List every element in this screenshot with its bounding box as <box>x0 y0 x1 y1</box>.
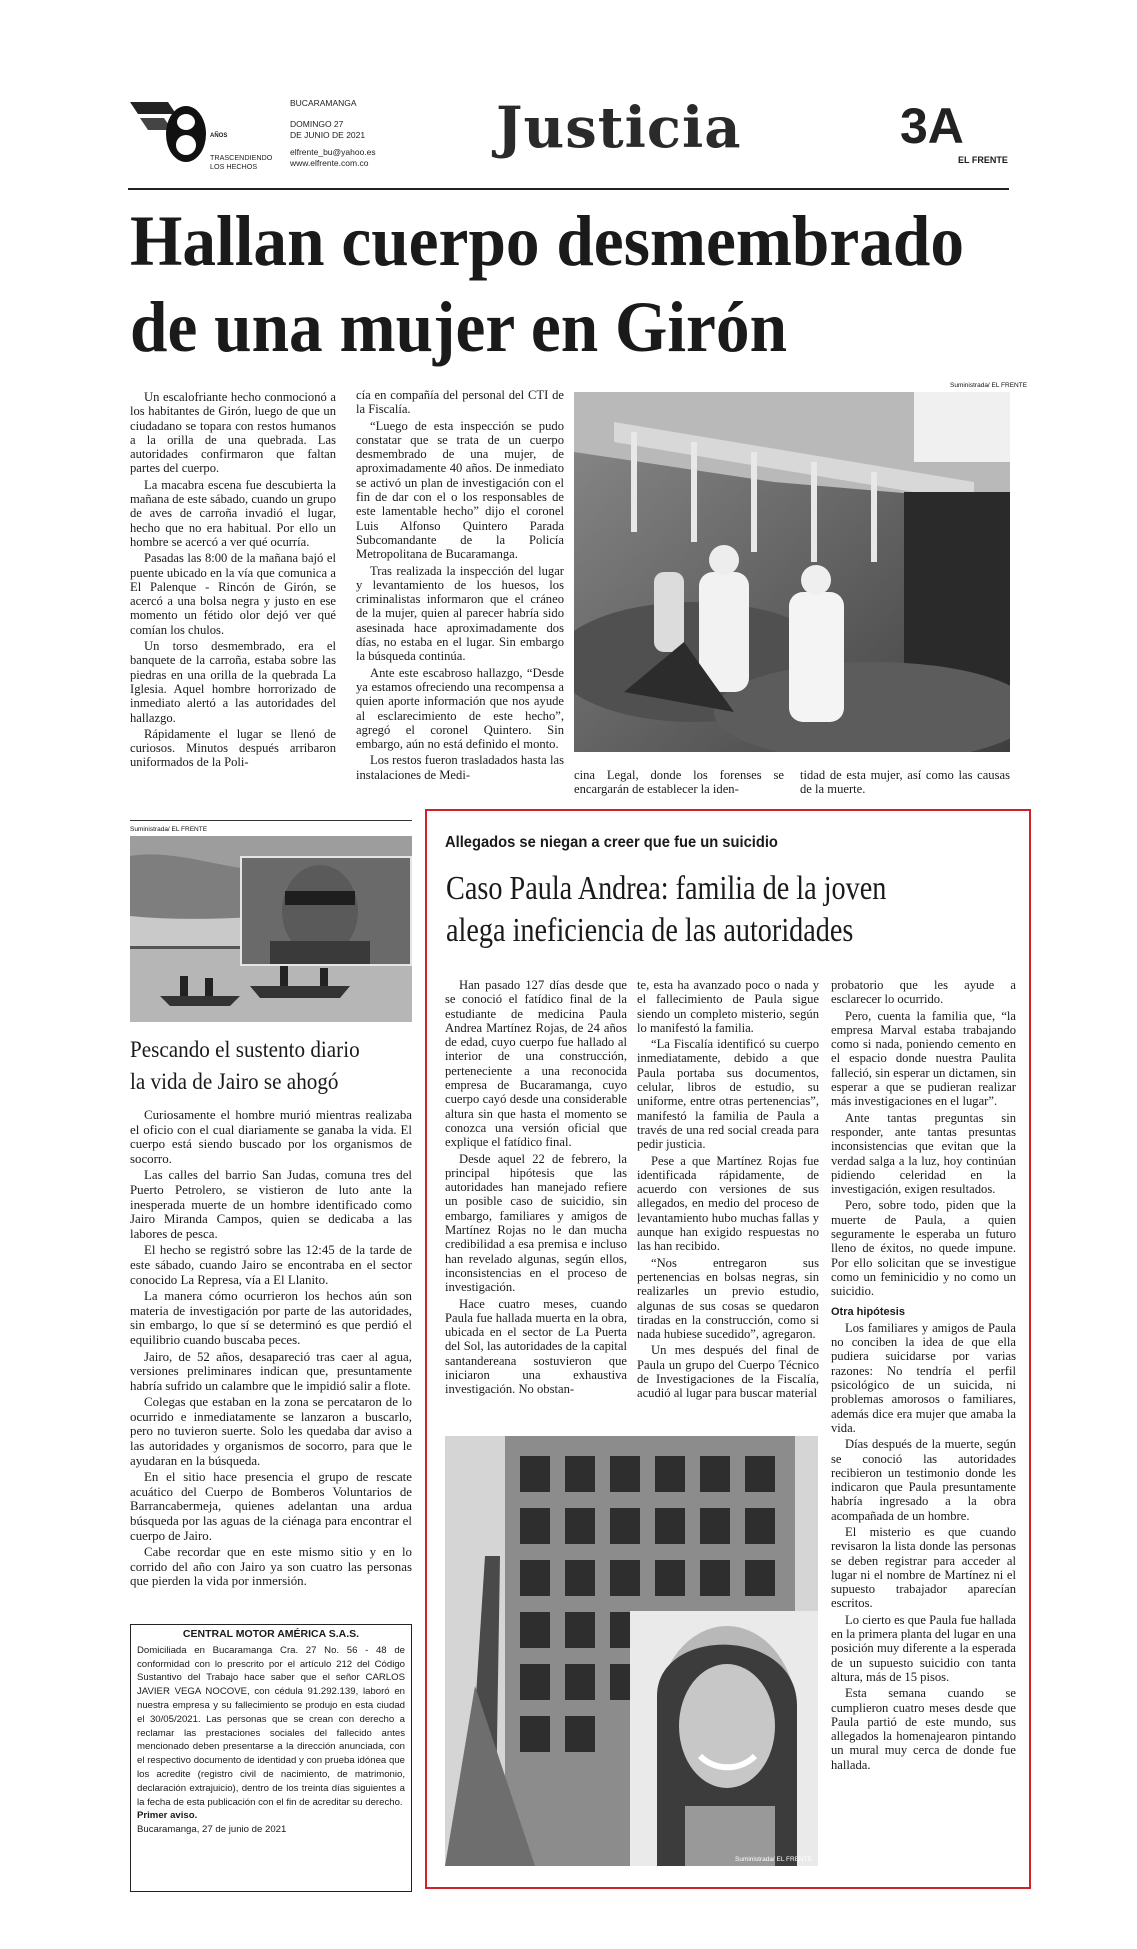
paula-headline: Caso Paula Andrea: familia de la joven alega ineficiencia de las autoridades <box>446 870 887 949</box>
story-kicker: Allegados se niegan a creer que fue un suicidio <box>445 834 778 851</box>
photo-credit: Suministrada/ EL FRENTE <box>950 382 1028 389</box>
photo-credit: Suministrada/ EL FRENTE <box>130 826 208 833</box>
main-story-col-3: cina Legal, donde los forenses se encargarán de establecer la iden- <box>574 768 784 797</box>
notice-body: Domiciliada en Bucaramanga Cra. 27 No. 56 - 48 de conformidad con lo prescrito por el artículo 212 del Código Sustantivo del Trabajo hace saber que el señor CARLOS JAVIER VEGA NOCOVE, con cédula 91.292.139, laboró en nuestra empresa y su fallecimiento se produjo en esta ciudad el 30/05/2021. Las personas que se crean con derecho a reclamar las prestaciones sociales del fallecido antes mencionado deben presentarse a la dirección anunciada, con el respectivo documento de identidad y con prueba idónea que los acredite (registro civil de nacimiento, de matrimonio, declaración extrajuicio), dentro de los treinta días siguientes a la fecha de esta publicación con el fin de acreditar su derecho. <box>137 1644 405 1808</box>
paula-col-2: te, esta ha avanzado poco o nada y el fallecimiento de Paula sigue siendo un completo misterio, según lo manifestó la familia. “La Fiscalía identificó su cuerpo inmediatamente, debido a que Paula portaba sus documentos, celular, libros de estudio, su uniforme, entre otras pertenencias”, manifestó la familia de Paula a través de una red social creada para pedir justicia. Pese a que Martínez Rojas fue identificada rápidamente, de acuerdo con versiones de sus allegados, en medio del proceso de levantamiento hubo muchas fallas y aunque han exigido respuestas no las han recibido. “Nos entregaron sus pertenencias en bolsas negras, sin realizarles un previo estudio, algunas de sus cosas se quedaron tiradas en la construcción, como si nada hubiese sucedido”, agregaron. Un mes después del final de Paula un grupo del Cuerpo Técnico de Investigaciones de la Fiscalía, acudió al lugar para buscar material <box>637 978 819 1401</box>
notice-title: CENTRAL MOTOR AMÉRICA S.A.S. <box>182 1628 360 1640</box>
building-and-victim-photo <box>445 1436 818 1866</box>
subhead-otra-hipotesis: Otra hipótesis <box>831 1305 905 1318</box>
edition-date: DOMINGO 27 <box>290 119 344 129</box>
edition-city: BUCARAMANGA <box>290 98 357 108</box>
edition-info: BUCARAMANGA DOMINGO 27 DE JUNIO DE 2021 elfrente_bu@yahoo.es www.elfrente.com.co <box>290 98 376 168</box>
contact-email[interactable]: elfrente_bu@yahoo.es <box>290 147 376 157</box>
main-story-col-2: cía en compañía del personal del CTI de la Fiscalía. “Luego de esta inspección se pudo constatar que se trata de un cuerpo desmembrado de una mujer, de aproximadamente 40 años. De inmediato se activó un plan de investigación con el fin de dar con el o los responsables de este lamentable hecho” dijo el coronel Luis Alfonso Quintero Parada Subcomandante de la Policía Metropolitana de Bucaramanga. Tras realizada la inspección del lugar y levantamiento de los huesos, los criminalistas informaron que el cráneo de la mujer, quien al parecer habría sido asesinada hace aproximadamente dos días, no estaba en el lugar. Sin embargo la búsqueda continúa. Ante este escabroso hallazgo, “Desde ya estamos ofreciendo una recompensa a quien aporte información que nos ayude al esclarecimiento de este hecho”, agregó el coronel Quintero. Sin embargo, aún no está definido el monto. Los restos fueron trasladados hasta las instalaciones de Medi- <box>356 388 564 782</box>
section-title: Justicia <box>496 95 742 161</box>
side-story-body: Curiosamente el hombre murió mientras realizaba el oficio con el cual diariamente se ganaba la vida. El cuerpo está siendo buscado por los organismos de socorro. Las calles del barrio San Judas, comuna tres del Puerto Petrolero, se vistieron de luto ante la inesperada muerte de un hombre identificado como Jairo Miranda Campos, quien se dedicaba a las labores de pesca. El hecho se registró sobre las 12:45 de la tarde de este sábado, cuando Jairo se encontraba en el sector conocido La Represa, vía a El Llanito. La manera cómo ocurrieron los hechos aún son materia de investigación por parte de las autoridades, sin embargo, lo que sí se determinó es que perdió el equilibrio cuando buscaba peces. Jairo, de 52 años, desapareció tras caer al agua, versiones preliminares indican que, presuntamente habría sufrido un calambre que le impidió salir a flote. Colegas que estaban en la zona se percataron de lo ocurrido e inmediatamente se lanzaron a buscarlo, pero no tuvieron suerte. Solo les quedaba dar aviso a las autoridades y organismos de socorro, para que le ayudaran en la búsqueda. En el sitio hace presencia el grupo de rescate acuático del Cuerpo de Bomberos Voluntarios de Barrancabermeja, quienes adelantan una ardua búsqueda por las aguas de la ciénaga para encontrar el cuerpo de Jairo. Cabe recordar que en este mismo sitio y en lo corrido del año con Jairo ya son cuatro las personas que pierden la vida por inmersión. <box>130 1108 412 1589</box>
main-story-col-4: tidad de esta mujer, así como las causas de la muerte. <box>800 768 1010 797</box>
notice-date: Bucaramanga, 27 de junio de 2021 <box>137 1824 287 1836</box>
main-story-col-1: Un escalofriante hecho conmocionó a los habitantes de Girón, luego de que un ciudadano se topara con restos humanos a la orilla de una quebrada. Las autoridades confirmaron que faltan partes del cuerpo. La macabra escena fue descubierta la mañana de este sábado, cuando un grupo de aves de carroña invadió el lugar, hecho que no era habitual. Por ello un hombre se acercó a ver qué ocurría. Pasadas las 8:00 de la mañana bajó el puente ubicado en la vía que comunica a El Palenque - Rincón de Girón, se acercó a una bolsa negra y justo en ese momento un fétido olor dejó ver qué comían los chulos. Un torso desmembrado, era el banquete de la carroña, estaba sobre las piedras en una orilla de la quebrada La Iglesia. Aquel hombre horrorizado de inmediato alertó a las autoridades del hallazgo. Rápidamente el lugar se llenó de curiosos. Minutos después arribaron uniformados de la Poli- <box>130 390 336 770</box>
page-number: 3A <box>900 98 964 154</box>
paula-col-1: Han pasado 127 días desde que se conoció el fatídico final de la estudiante de medicina Paula Andrea Martínez Rojas, de 24 años de edad, cuyo cuerpo fue hallado al interior de una construcción, perteneciente a una reconocida empresa de Bucaramanga, cuyo cuerpo cayó desde una considerable altura sin que hasta el momento se conozca una versión oficial que explique el fatídico final. Desde aquel 22 de febrero, la principal hipótesis que las autoridades han manejado refiere un posible caso de suicidio, sin embargo, familiares y amigos de Martínez Rojas no le dan mucha credibilidad a esa premisa e incluso han revelado algunas, según ellos, inconsistencias en el proceso de investigación. Hace cuatro meses, cuando Paula fue hallada muerta en la obra, ubicada en el sector de La Puerta del Sol, las autoridades de la capital santandereana sostuvieron que iniciaron una exhaustiva investigación. No obstan- <box>445 978 627 1397</box>
fisherman-photo <box>130 836 412 1022</box>
masthead-rule <box>128 188 1009 190</box>
crime-scene-photo <box>574 392 1010 752</box>
paula-col-3: probatorio que les ayude a esclarecer lo ocurrido. Pero, cuenta la familia que, “la empresa Marval estaba trabajando como si nada, poniendo cemento en el espacio donde nuestra Paulita falleció, sin esperar un dictamen, sin esperar a que se pudieran realizar más investigaciones en el lugar”. Ante tantas preguntas sin responder, ante tantas presuntas inconsistencias que evitan que la verdad salga a la luz, hoy continúan pidiendo celeridad en la investigación, exigen resultados. Pero, sobre todo, piden que la muerte de Paula, a quien seguramente le esperaba un futuro lleno de éxitos, no quede impune. Por ello solicitan que se investigue como un feminicidio y no como un suicidio. Otra hipótesis Los familiares y amigos de Paula no conciben la idea de que ella pudiera suicidarse por varias razones: No tendría el perfil psicológico de un suicida, ni problemas amorosos o familiares, además dice era mujer que amaba la vida. Días después de la muerte, según se conoció las autoridades recibieron un testimonio donde les indicaron que Paula presuntamente habría ingresado a la obra acompañada de un hombre. El misterio es que cuando revisaron la lista donde las personas se deben registrar para acceder al lugar ni el nombre de Martínez ni el supuesto trabajador aparecían escritos. Lo cierto es que Paula fue hallada en la primera planta del lugar en una posición muy diferente a la esperada de un supuesto suicidio con tanta altura, más de 15 pisos. Esta semana cuando se cumplieron cuatro meses desde que Paula partió de este mundo, sus allegados la homenajearon pintando un mural muy cerca de donde fue hallada. <box>831 978 1016 1772</box>
contact-website[interactable]: www.elfrente.com.co <box>290 158 369 168</box>
logo-years-label: AÑOS <box>210 133 228 139</box>
legal-notice <box>137 1628 405 1888</box>
side-headline: Pescando el sustento diario la vida de Jairo se ahogó <box>130 1037 360 1095</box>
logo-tagline: TRASCENDIENDO LOS HECHOS <box>210 153 273 171</box>
notice-aviso: Primer aviso. <box>137 1810 198 1822</box>
photo-credit: Suministrada/ EL FRENTE <box>735 1856 813 1863</box>
section-divider <box>130 820 412 821</box>
paper-name: EL FRENTE <box>958 155 1008 165</box>
main-headline: Hallan cuerpo desmembrado de una mujer en Girón <box>130 201 965 367</box>
